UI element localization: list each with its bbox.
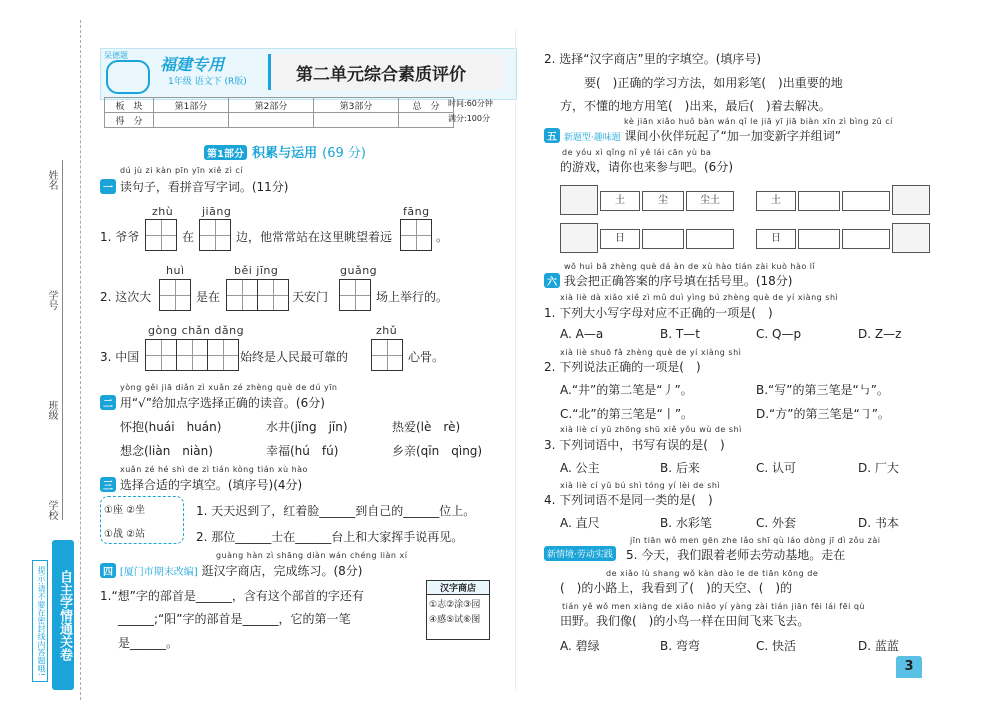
part-title: 积累与运用 (252, 146, 318, 161)
q1-s1-end: 。 (436, 230, 449, 244)
train-blank[interactable] (798, 191, 840, 211)
train (560, 183, 736, 219)
q6-pinyin: wǒ huì bǎ zhèng què dá àn de xù hào tián zài kuò hào lǐ (564, 262, 816, 271)
choice-option[interactable]: D. 书本 (858, 516, 899, 530)
train-blank[interactable] (642, 229, 684, 249)
train-engine-icon (892, 185, 930, 215)
writing-grid[interactable] (401, 219, 432, 251)
q4-line-2: ______;“阳”字的部首是______，它的第一笔 (118, 612, 351, 626)
train-blank[interactable] (686, 229, 734, 249)
score-table (104, 97, 454, 128)
q4-line-6: 方，不懂的地方用笔( )出来，最后( )着去解决。 (560, 99, 831, 113)
page-divider (515, 30, 516, 690)
q1-s3-mid: 始终是人民最可靠的 (240, 350, 349, 364)
choice-option[interactable]: B. 后来 (660, 461, 700, 475)
py: zhǔ (376, 324, 398, 337)
score-cell: 得 分 (105, 113, 154, 128)
question-text: ( )的小路上，我看到了( )的天空、( )的 (560, 581, 793, 595)
q5-pinyin-2: de yóu xì qǐng nǐ yě lái cān yù ba (562, 148, 712, 157)
train-car: 日 (600, 229, 640, 249)
page-number: 3 (896, 656, 922, 678)
choice-option[interactable]: A. A—a (560, 327, 604, 341)
choice-option[interactable]: B.“写”的第三笔是“㇉”。 (756, 383, 889, 397)
brand-small: 呆德题 (104, 51, 128, 60)
q5-pinyin: kè jiān xiǎo huǒ bàn wán qǐ le jiā yī jiā biàn xīn zì bìng zǔ cí (624, 117, 893, 126)
part-badge: 第1部分 (204, 145, 247, 160)
q4-number: 四 (100, 563, 116, 578)
q1-s2-pre: 2. 这次大 (100, 290, 152, 304)
q-pinyin: xià liè cí yǔ bú shì tóng yí lèi de shì (560, 481, 721, 490)
reading-option[interactable]: 想念(liàn niàn) (120, 444, 213, 458)
q1-s1-mid: 在 (182, 230, 195, 244)
train (756, 221, 932, 257)
q3-line-1: 1. 天天迟到了，红着脸______到自己的______位上。 (196, 504, 476, 518)
writing-grid[interactable] (227, 279, 289, 311)
q6-text: 我会把正确答案的序号填在括号里。(18分) (563, 274, 793, 288)
q-pinyin: jīn tiān wǒ men gēn zhe lǎo shī qù láo dòng jī dì zǒu zài (630, 536, 881, 545)
question-text: 4. 下列词语不是同一类的是( ) (544, 493, 713, 507)
shop-items-2: ④感⑤试⑥图 (429, 615, 481, 625)
choice-option[interactable]: D. 厂大 (858, 461, 899, 475)
question-text: 2. 下列说法正确的一项是( ) (544, 360, 701, 374)
py: běi jīng (234, 264, 279, 277)
train-car: 日 (756, 229, 796, 249)
choice-option[interactable]: A. 碧绿 (560, 639, 600, 653)
page-title: 第二单元综合素质评价 (296, 65, 466, 85)
class-label: 班级 (46, 400, 57, 420)
q4-line-1: 1.“想”字的部首是______，含有这个部首的字还有 (100, 589, 364, 603)
score-input[interactable] (399, 113, 454, 128)
score-cell: 第2部分 (229, 98, 314, 113)
train-car: 尘 (642, 191, 684, 211)
choice-option[interactable]: C.“北”的第三笔是“丨”。 (560, 407, 694, 421)
train (560, 221, 736, 257)
question-text: 1. 下列大小写字母对应不正确的一项是( ) (544, 306, 773, 320)
choice-option[interactable]: C. Q—p (756, 327, 802, 341)
part-heading (204, 142, 366, 161)
q4-tag: [厦门市期末改编] (119, 567, 198, 578)
reading-option[interactable]: 热爱(lè rè) (392, 420, 461, 434)
q-pinyin: de xiǎo lù shang wǒ kàn dào le de tiān kōng de (606, 569, 819, 578)
choice-option[interactable]: C. 快活 (756, 639, 797, 653)
shop-items-1: ①志②涂③园 (429, 600, 481, 610)
q2-text: 用“√”给加点字选择正确的读音。(6分) (119, 396, 325, 410)
q3-pinyin: xuǎn zé hé shì de zì tián kòng tián xù hào (120, 465, 308, 474)
py: huì (166, 264, 185, 277)
q1-s1-pre: 1. 爷爷 (100, 230, 140, 244)
choice-option[interactable]: B. T—t (660, 327, 700, 341)
q-pinyin: tián yě wǒ men xiàng de xiǎo niǎo yí yàng zài tián jiān fēi lái fēi qù (562, 602, 865, 611)
q1-s1-post: 边，他常常站在这里眺望着远 (236, 230, 393, 244)
brand-logo-icon (106, 60, 150, 94)
question-text: 3. 下列词语中，书写有误的是( ) (544, 438, 725, 452)
fill-line (62, 160, 63, 520)
brand-title: 福建专用 (160, 55, 225, 74)
writing-grid[interactable] (372, 339, 403, 371)
q5-tag: 新题型·趣味题 (563, 133, 621, 143)
reading-option[interactable]: 乡亲(qīn qìng) (392, 444, 483, 458)
train-car: 土 (600, 191, 640, 211)
reading-option[interactable]: 怀抱(huái huán) (120, 420, 222, 434)
name-label: 姓名 (46, 170, 57, 190)
choice-option[interactable]: A. 公主 (560, 461, 600, 475)
q2-heading (100, 394, 325, 411)
q4-line-4: 2. 选择“汉字商店”里的字填空。(填序号) (544, 52, 762, 66)
time-label: 时间:60分钟 (448, 99, 493, 108)
train-engine-icon (560, 223, 598, 253)
score-cell: 总 分 (399, 98, 454, 113)
q4-line-3: 是______。 (118, 636, 179, 650)
py: zhù (152, 205, 174, 218)
writing-grid[interactable] (340, 279, 371, 311)
py: gòng chǎn dǎng (148, 324, 245, 337)
reading-option[interactable]: 水井(jǐng jīn) (266, 420, 348, 434)
train (756, 183, 932, 219)
q-pinyin: xià liè cí yǔ zhōng shū xiě yǒu wù de shì (560, 425, 742, 434)
q1-s2-end: 场上举行的。 (376, 290, 449, 304)
edition: 1年级 语文下 (R版) (168, 77, 247, 87)
choice-option[interactable]: A. 直尺 (560, 516, 600, 530)
train-engine-icon (892, 223, 930, 253)
choice-option[interactable]: C. 外套 (756, 516, 797, 530)
q4-pinyin: guàng hàn zì shāng diàn wán chéng liàn xí (216, 551, 408, 560)
train-car: 尘土 (686, 191, 734, 211)
student-no-label: 学号 (46, 290, 57, 310)
q5-text-2: 的游戏，请你也来参与吧。(6分) (560, 160, 733, 174)
question-text: 5. 今天，我们跟着老师去劳动基地。走在 (626, 548, 846, 562)
train-blank[interactable] (842, 229, 890, 249)
seal-hint: 提示:请不要在密封线内答题哦! (32, 560, 48, 682)
q1-s2-mid: 是在 (196, 290, 221, 304)
question-tag: 新情境·劳动实践 (544, 546, 616, 561)
writing-grid[interactable] (146, 219, 177, 251)
q1-text: 读句子，看拼音写字词。(11分) (119, 180, 289, 194)
sidebar-banner: 自主学情通关卷 (52, 540, 74, 690)
q4-heading (100, 562, 362, 579)
school-label: 学校 (46, 500, 57, 520)
writing-grid[interactable] (200, 219, 231, 251)
part-score: (69 分) (322, 146, 366, 161)
choice-option[interactable]: D. Z—z (858, 327, 902, 341)
q5-text: 课间小伙伴玩起了“加一加变新字并组词” (624, 129, 841, 143)
q2-number: 二 (100, 395, 116, 410)
choice-option[interactable]: B. 弯弯 (660, 639, 700, 653)
py: fāng (403, 205, 430, 218)
q1-s3-pre: 3. 中国 (100, 350, 140, 364)
reading-option[interactable]: 幸福(hú fú) (266, 444, 339, 458)
q5-heading (544, 127, 841, 144)
score-input[interactable] (154, 113, 229, 128)
py: guǎng (340, 264, 378, 277)
shop-title: 汉字商店 (427, 581, 489, 595)
q5-number: 五 (544, 128, 560, 143)
score-cell: 板 块 (105, 98, 154, 113)
train-engine-icon (560, 185, 598, 215)
q1-heading (100, 178, 288, 195)
py: jiāng (202, 205, 232, 218)
q3-heading (100, 476, 302, 493)
q1-s2-post: 天安门 (292, 290, 329, 304)
choice-option[interactable]: A.“井”的第二笔是“丿”。 (560, 383, 693, 397)
train-blank[interactable] (798, 229, 840, 249)
q3-text: 选择合适的字填空。(填序号)(4分) (119, 478, 303, 492)
hanzi-shop (426, 580, 490, 640)
writing-grid[interactable] (160, 279, 191, 311)
train-car: 土 (756, 191, 796, 211)
q2-pinyin: yòng gěi jiā diǎn zì xuǎn zé zhèng què de dú yīn (120, 383, 338, 392)
choice-option[interactable]: C. 认可 (756, 461, 797, 475)
train-blank[interactable] (842, 191, 890, 211)
q4-text: 逛汉字商店，完成练习。(8分) (201, 564, 363, 578)
choice-option[interactable]: D. 蓝蓝 (858, 639, 899, 653)
q-pinyin: xià liè dà xiǎo xiě zì mǔ duì yìng bú zhèng què de yí xiàng shì (560, 293, 839, 302)
score-cell: 第3部分 (314, 98, 399, 113)
q4-line-5: 要( )正确的学习方法，如用彩笔( )出重要的地 (584, 76, 843, 90)
seal-line (80, 20, 81, 700)
score-input[interactable] (229, 113, 314, 128)
writing-grid[interactable] (146, 339, 239, 371)
q6-heading (544, 272, 792, 289)
choice-option[interactable]: D.“方”的第三笔是“㇆”。 (756, 407, 890, 421)
question-text: 田野。我们像( )的小鸟一样在田间飞来飞去。 (560, 614, 810, 628)
q3-option-a: ①座 ②坐 (104, 505, 146, 516)
score-cell: 第1部分 (154, 98, 229, 113)
q1-number: 一 (100, 179, 116, 194)
q3-number: 三 (100, 477, 116, 492)
q-pinyin: xià liè shuō fǎ zhèng què de yí xiàng shì (560, 348, 742, 357)
q3-option-b: ①战 ②站 (104, 529, 146, 540)
q6-number: 六 (544, 273, 560, 288)
full-score-label: 满分:100分 (448, 114, 490, 123)
score-input[interactable] (314, 113, 399, 128)
q1-s3-end: 心骨。 (408, 350, 445, 364)
q1-pinyin: dú jù zi kàn pīn yīn xiě zì cí (120, 166, 243, 175)
q3-line-2: 2. 那位______士在______台上和大家挥手说再见。 (196, 530, 464, 544)
choice-option[interactable]: B. 水彩笔 (660, 516, 712, 530)
